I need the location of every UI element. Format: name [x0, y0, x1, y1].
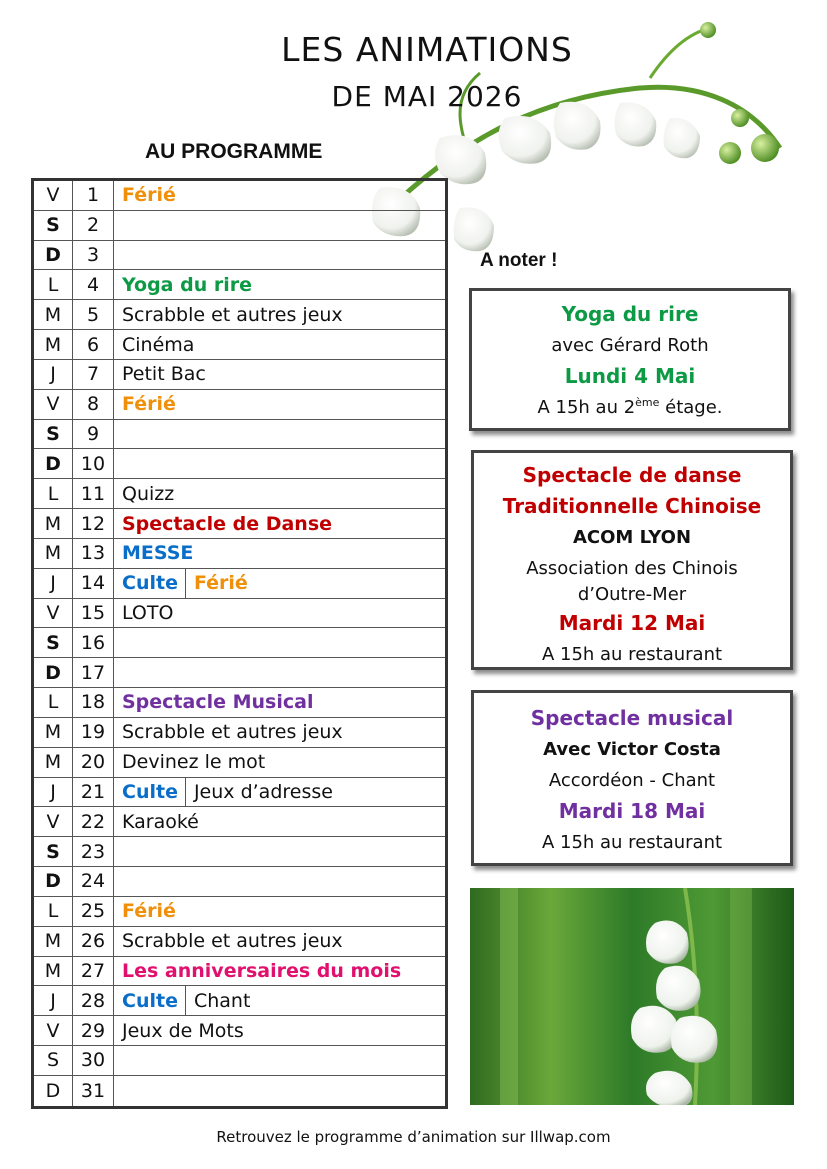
calendar-day-number: 16	[73, 628, 114, 657]
calendar-row	[34, 1046, 445, 1076]
calendar-day-number: 15	[73, 599, 114, 628]
calendar-day-number: 30	[73, 1046, 114, 1075]
calendar-day-letter: V	[34, 181, 73, 210]
calendar-event: Culte	[114, 569, 186, 598]
calendar-day-number: 14	[73, 569, 114, 598]
note-danse-title2: Traditionnelle Chinoise	[502, 494, 762, 518]
calendar-event: Petit Bac	[122, 363, 206, 386]
calendar-row	[34, 1016, 445, 1046]
calendar-day-letter: M	[34, 509, 73, 538]
calendar-event: Quizz	[122, 482, 175, 505]
calendar-event: LOTO	[122, 602, 174, 624]
calendar-events	[114, 420, 445, 449]
calendar-events	[114, 270, 445, 299]
calendar-events	[114, 986, 445, 1015]
calendar-event: Scrabble et autres jeux	[122, 930, 343, 953]
calendar-row	[34, 897, 445, 927]
calendar-events	[114, 241, 445, 270]
calendar-day-number: 28	[73, 986, 114, 1015]
calendar-day-letter: V	[34, 599, 73, 628]
calendar-row	[34, 688, 445, 718]
note-danse-org-full1: Association des Chinois	[526, 558, 738, 579]
calendar-row	[34, 778, 445, 808]
calendar-day-letter: L	[34, 897, 73, 926]
calendar-day-letter: S	[34, 420, 73, 449]
calendar-day-letter: S	[34, 211, 73, 240]
calendar-row	[34, 1076, 445, 1106]
calendar-day-letter: D	[34, 867, 73, 896]
calendar-events	[114, 1046, 445, 1075]
calendar-day-letter: S	[34, 837, 73, 866]
calendar-day-number: 7	[73, 360, 114, 389]
note-danse	[471, 450, 793, 670]
calendar-day-letter: V	[34, 807, 73, 836]
calendar-event: Scrabble et autres jeux	[122, 721, 343, 744]
calendar-events	[114, 1076, 445, 1106]
calendar-day-number: 31	[73, 1076, 114, 1106]
calendar-day-number: 18	[73, 688, 114, 717]
time-sup: ème	[635, 396, 660, 409]
note-danse-org-full2: d’Outre-Mer	[577, 584, 687, 605]
calendar-day-letter: L	[34, 688, 73, 717]
calendar-events	[114, 211, 445, 240]
calendar-day-letter: M	[34, 957, 73, 986]
calendar-event: Jeux de Mots	[122, 1019, 244, 1042]
calendar-day-letter: V	[34, 390, 73, 419]
calendar-day-number: 13	[73, 539, 114, 568]
calendar-day-number: 11	[73, 479, 114, 508]
calendar-events	[114, 1016, 445, 1045]
calendar-event: Férié	[193, 572, 248, 595]
note-yoga-title: Yoga du rire	[561, 302, 699, 326]
calendar-day-number: 5	[73, 300, 114, 329]
calendar-event: Jeux d’adresse	[193, 780, 333, 803]
calendar-day-letter: M	[34, 718, 73, 747]
calendar-event: Devinez le mot	[122, 751, 266, 774]
calendar-row	[34, 837, 445, 867]
calendar-day-letter: M	[34, 300, 73, 329]
lily-of-the-valley-photo	[470, 888, 794, 1105]
calendar-row	[34, 599, 445, 629]
calendar-events	[114, 181, 445, 210]
program-heading: AU PROGRAMME	[145, 140, 323, 163]
calendar-day-letter: D	[34, 1076, 73, 1106]
calendar-row	[34, 300, 445, 330]
calendar-day-number: 3	[73, 241, 114, 270]
note-danse-date: Mardi 12 Mai	[558, 611, 706, 635]
calendar-day-letter: V	[34, 1016, 73, 1045]
calendar-row	[34, 807, 445, 837]
calendar-day-letter: J	[34, 360, 73, 389]
calendar-day-letter: M	[34, 330, 73, 359]
calendar-day-number: 29	[73, 1016, 114, 1045]
calendar-events	[114, 539, 445, 568]
calendar-row	[34, 748, 445, 778]
calendar-day-letter: M	[34, 539, 73, 568]
calendar-day-number: 23	[73, 837, 114, 866]
note-musical-detail: Accordéon - Chant	[548, 770, 716, 791]
calendar-event: Spectacle Musical	[122, 691, 314, 714]
calendar-day-number: 24	[73, 867, 114, 896]
calendar-event: Karaoké	[122, 810, 199, 833]
calendar-event: MESSE	[122, 542, 194, 565]
calendar-row	[34, 539, 445, 569]
note-yoga-time	[472, 392, 788, 423]
note-musical-with: Avec Victor Costa	[543, 739, 721, 760]
calendar-table	[31, 178, 448, 1109]
time-prefix: A 15h au 2	[537, 397, 636, 418]
calendar-event: Yoga du rire	[122, 273, 252, 296]
calendar-event: Férié	[122, 184, 176, 207]
calendar-events	[114, 449, 445, 478]
calendar-events	[114, 330, 445, 359]
calendar-row	[34, 449, 445, 479]
calendar-row	[34, 957, 445, 987]
calendar-day-number: 26	[73, 927, 114, 956]
calendar-events	[114, 628, 445, 657]
calendar-day-letter: M	[34, 927, 73, 956]
calendar-row	[34, 658, 445, 688]
calendar-day-letter: L	[34, 270, 73, 299]
calendar-event: Spectacle de Danse	[122, 512, 333, 535]
calendar-day-number: 27	[73, 957, 114, 986]
calendar-event: Chant	[193, 989, 251, 1012]
calendar-day-letter: D	[34, 658, 73, 687]
calendar-events	[114, 897, 445, 926]
calendar-events	[114, 360, 445, 389]
calendar-day-letter: J	[34, 986, 73, 1015]
calendar-row	[34, 270, 445, 300]
calendar-events	[114, 807, 445, 836]
calendar-day-number: 17	[73, 658, 114, 687]
calendar-day-number: 8	[73, 390, 114, 419]
calendar-day-number: 20	[73, 748, 114, 777]
calendar-day-letter: D	[34, 449, 73, 478]
calendar-day-number: 6	[73, 330, 114, 359]
calendar-row	[34, 360, 445, 390]
calendar-event: Les anniversaires du mois	[122, 959, 402, 982]
calendar-row	[34, 390, 445, 420]
calendar-day-number: 1	[73, 181, 114, 210]
calendar-row	[34, 628, 445, 658]
calendar-row	[34, 718, 445, 748]
calendar-row	[34, 241, 445, 271]
note-musical-date: Mardi 18 Mai	[558, 799, 706, 823]
calendar-day-letter: S	[34, 628, 73, 657]
calendar-day-number: 2	[73, 211, 114, 240]
calendar-day-number: 4	[73, 270, 114, 299]
calendar-row	[34, 509, 445, 539]
calendar-events	[114, 509, 445, 538]
calendar-events	[114, 837, 445, 866]
calendar-event: Scrabble et autres jeux	[122, 303, 343, 326]
time-suffix: étage.	[659, 397, 723, 418]
page-title: LES ANIMATIONS	[281, 30, 573, 69]
calendar-row	[34, 927, 445, 957]
note-yoga	[469, 288, 791, 431]
calendar-events	[114, 300, 445, 329]
notes-heading: A noter !	[480, 250, 558, 271]
calendar-day-number: 21	[73, 778, 114, 807]
note-musical	[471, 690, 793, 866]
calendar-event: Culte	[114, 986, 186, 1015]
calendar-events	[114, 927, 445, 956]
calendar-events	[114, 957, 445, 986]
calendar-row	[34, 420, 445, 450]
calendar-day-number: 25	[73, 897, 114, 926]
calendar-events	[114, 778, 445, 807]
calendar-day-number: 22	[73, 807, 114, 836]
note-danse-title1: Spectacle de danse	[522, 463, 742, 487]
calendar-events	[114, 479, 445, 508]
calendar-day-letter: D	[34, 241, 73, 270]
calendar-row	[34, 330, 445, 360]
note-yoga-with: avec Gérard Roth	[551, 335, 709, 356]
calendar-event: Cinéma	[122, 333, 195, 356]
calendar-row	[34, 479, 445, 509]
calendar-day-letter: L	[34, 479, 73, 508]
calendar-event: Férié	[122, 900, 176, 923]
calendar-day-number: 9	[73, 420, 114, 449]
note-musical-time: A 15h au restaurant	[541, 832, 723, 853]
calendar-day-letter: J	[34, 778, 73, 807]
note-yoga-date: Lundi 4 Mai	[564, 364, 696, 388]
calendar-events	[114, 718, 445, 747]
note-musical-title: Spectacle musical	[530, 706, 734, 730]
note-danse-org: ACOM LYON	[572, 527, 692, 548]
calendar-event: Culte	[114, 778, 186, 807]
page-subtitle: DE MAI 2026	[331, 80, 523, 113]
calendar-events	[114, 599, 445, 628]
calendar-row	[34, 867, 445, 897]
calendar-events	[114, 569, 445, 598]
calendar-row	[34, 181, 445, 211]
calendar-day-letter: M	[34, 748, 73, 777]
calendar-row	[34, 986, 445, 1016]
calendar-day-number: 10	[73, 449, 114, 478]
calendar-events	[114, 658, 445, 687]
calendar-day-letter: J	[34, 569, 73, 598]
calendar-events	[114, 688, 445, 717]
footer-text: Retrouvez le programme d’animation sur Illwap.com	[216, 1128, 611, 1146]
calendar-day-number: 19	[73, 718, 114, 747]
calendar-row	[34, 569, 445, 599]
calendar-row	[34, 211, 445, 241]
calendar-events	[114, 867, 445, 896]
calendar-event: Férié	[122, 393, 176, 416]
calendar-day-letter: S	[34, 1046, 73, 1075]
calendar-events	[114, 748, 445, 777]
calendar-day-number: 12	[73, 509, 114, 538]
calendar-events	[114, 390, 445, 419]
note-danse-time: A 15h au restaurant	[541, 644, 723, 665]
